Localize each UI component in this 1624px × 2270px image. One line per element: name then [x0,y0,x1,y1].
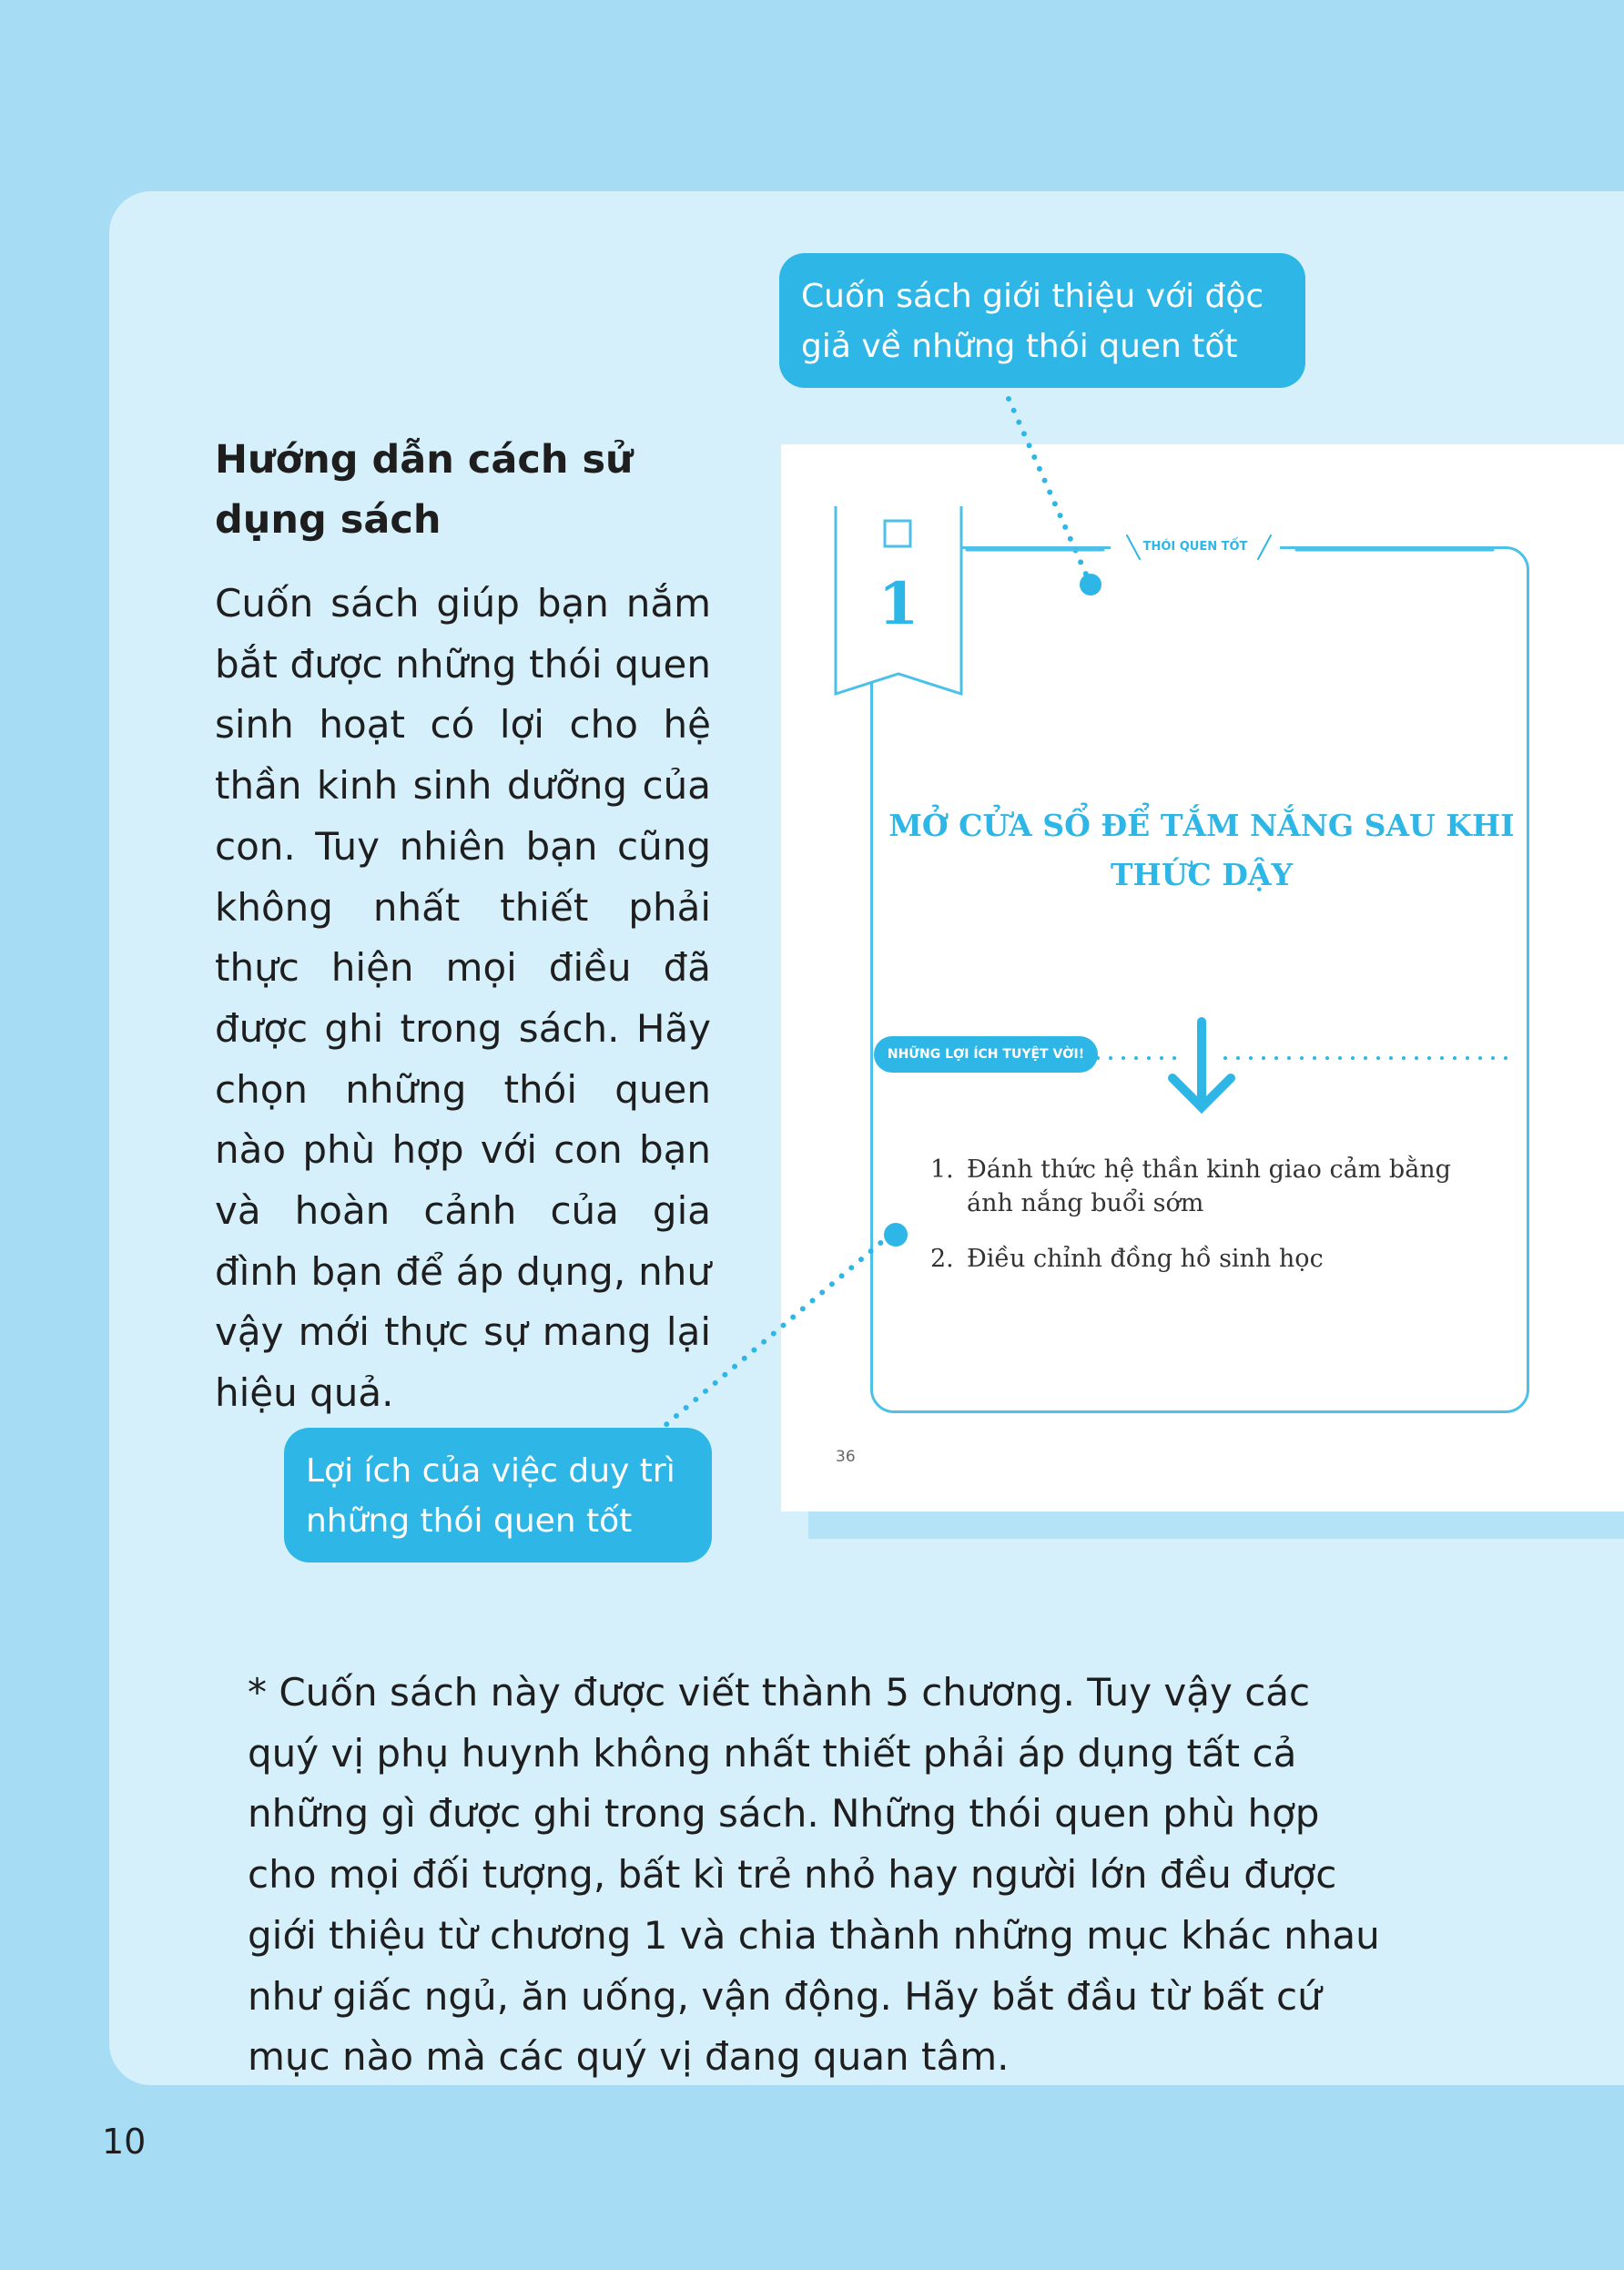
habit-banner-label: THÓI QUEN TỐT [1111,535,1280,559]
callout-benefits: Lợi ích của việc duy trì những thói quen tốt [284,1428,712,1563]
sample-page-number: 36 [836,1448,856,1466]
habit-title: MỞ CỬA SỔ ĐỂ TẮM NẮNG SAU KHI THỨC DẬY [888,808,1515,892]
benefits-label: NHỮNG LỢI ÍCH TUYỆT VỜI! [874,1036,1098,1073]
benefit-item: 2. Điều chỉnh đồng hồ sinh học [930,1245,1324,1273]
habit-number: 1 [878,570,919,638]
guide-body-text: Cuốn sách giúp bạn nắm bắt được những thói quen sinh hoạt có lợi cho hệ thần kinh sinh dưỡng của con. Tuy nhiên bạn cũng không nhất thiết phải thực hiện mọi điều đã được ghi trong sách. Hãy chọn những thói quen nào phù hợp với con bạn và hoàn cảnh của gia đình bạn để áp dụng, như vậy mới thực sự mang lại hiệu quả. [215,581,711,1416]
guide-heading: Hướng dẫn cách sử dụng sách [215,437,634,543]
benefit-item: 1. Đánh thức hệ thần kinh giao cảm bằng ánh nắng buổi sớm [930,1155,1451,1217]
footnote: * Cuốn sách này được viết thành 5 chương. Tuy vậy các quý vị phụ huynh không nhất thiết phải áp dụng tất cả những gì được ghi trong sách. Những thói quen phù hợp cho mọi đối tượng, bất kì trẻ nhỏ hay người lớn đều được giới thiệu từ chương 1 và chia thành những mục khác nhau như giấc ngủ, ăn uống, vận động. Hãy bắt đầu từ bất cứ mục nào mà các quý vị đang quan tâm. [248,1670,1380,2080]
callout-habits: Cuốn sách giới thiệu với độc giả về những thói quen tốt [779,253,1305,388]
page-number: 10 [102,2122,147,2162]
benefit-list [930,1153,1495,1298]
